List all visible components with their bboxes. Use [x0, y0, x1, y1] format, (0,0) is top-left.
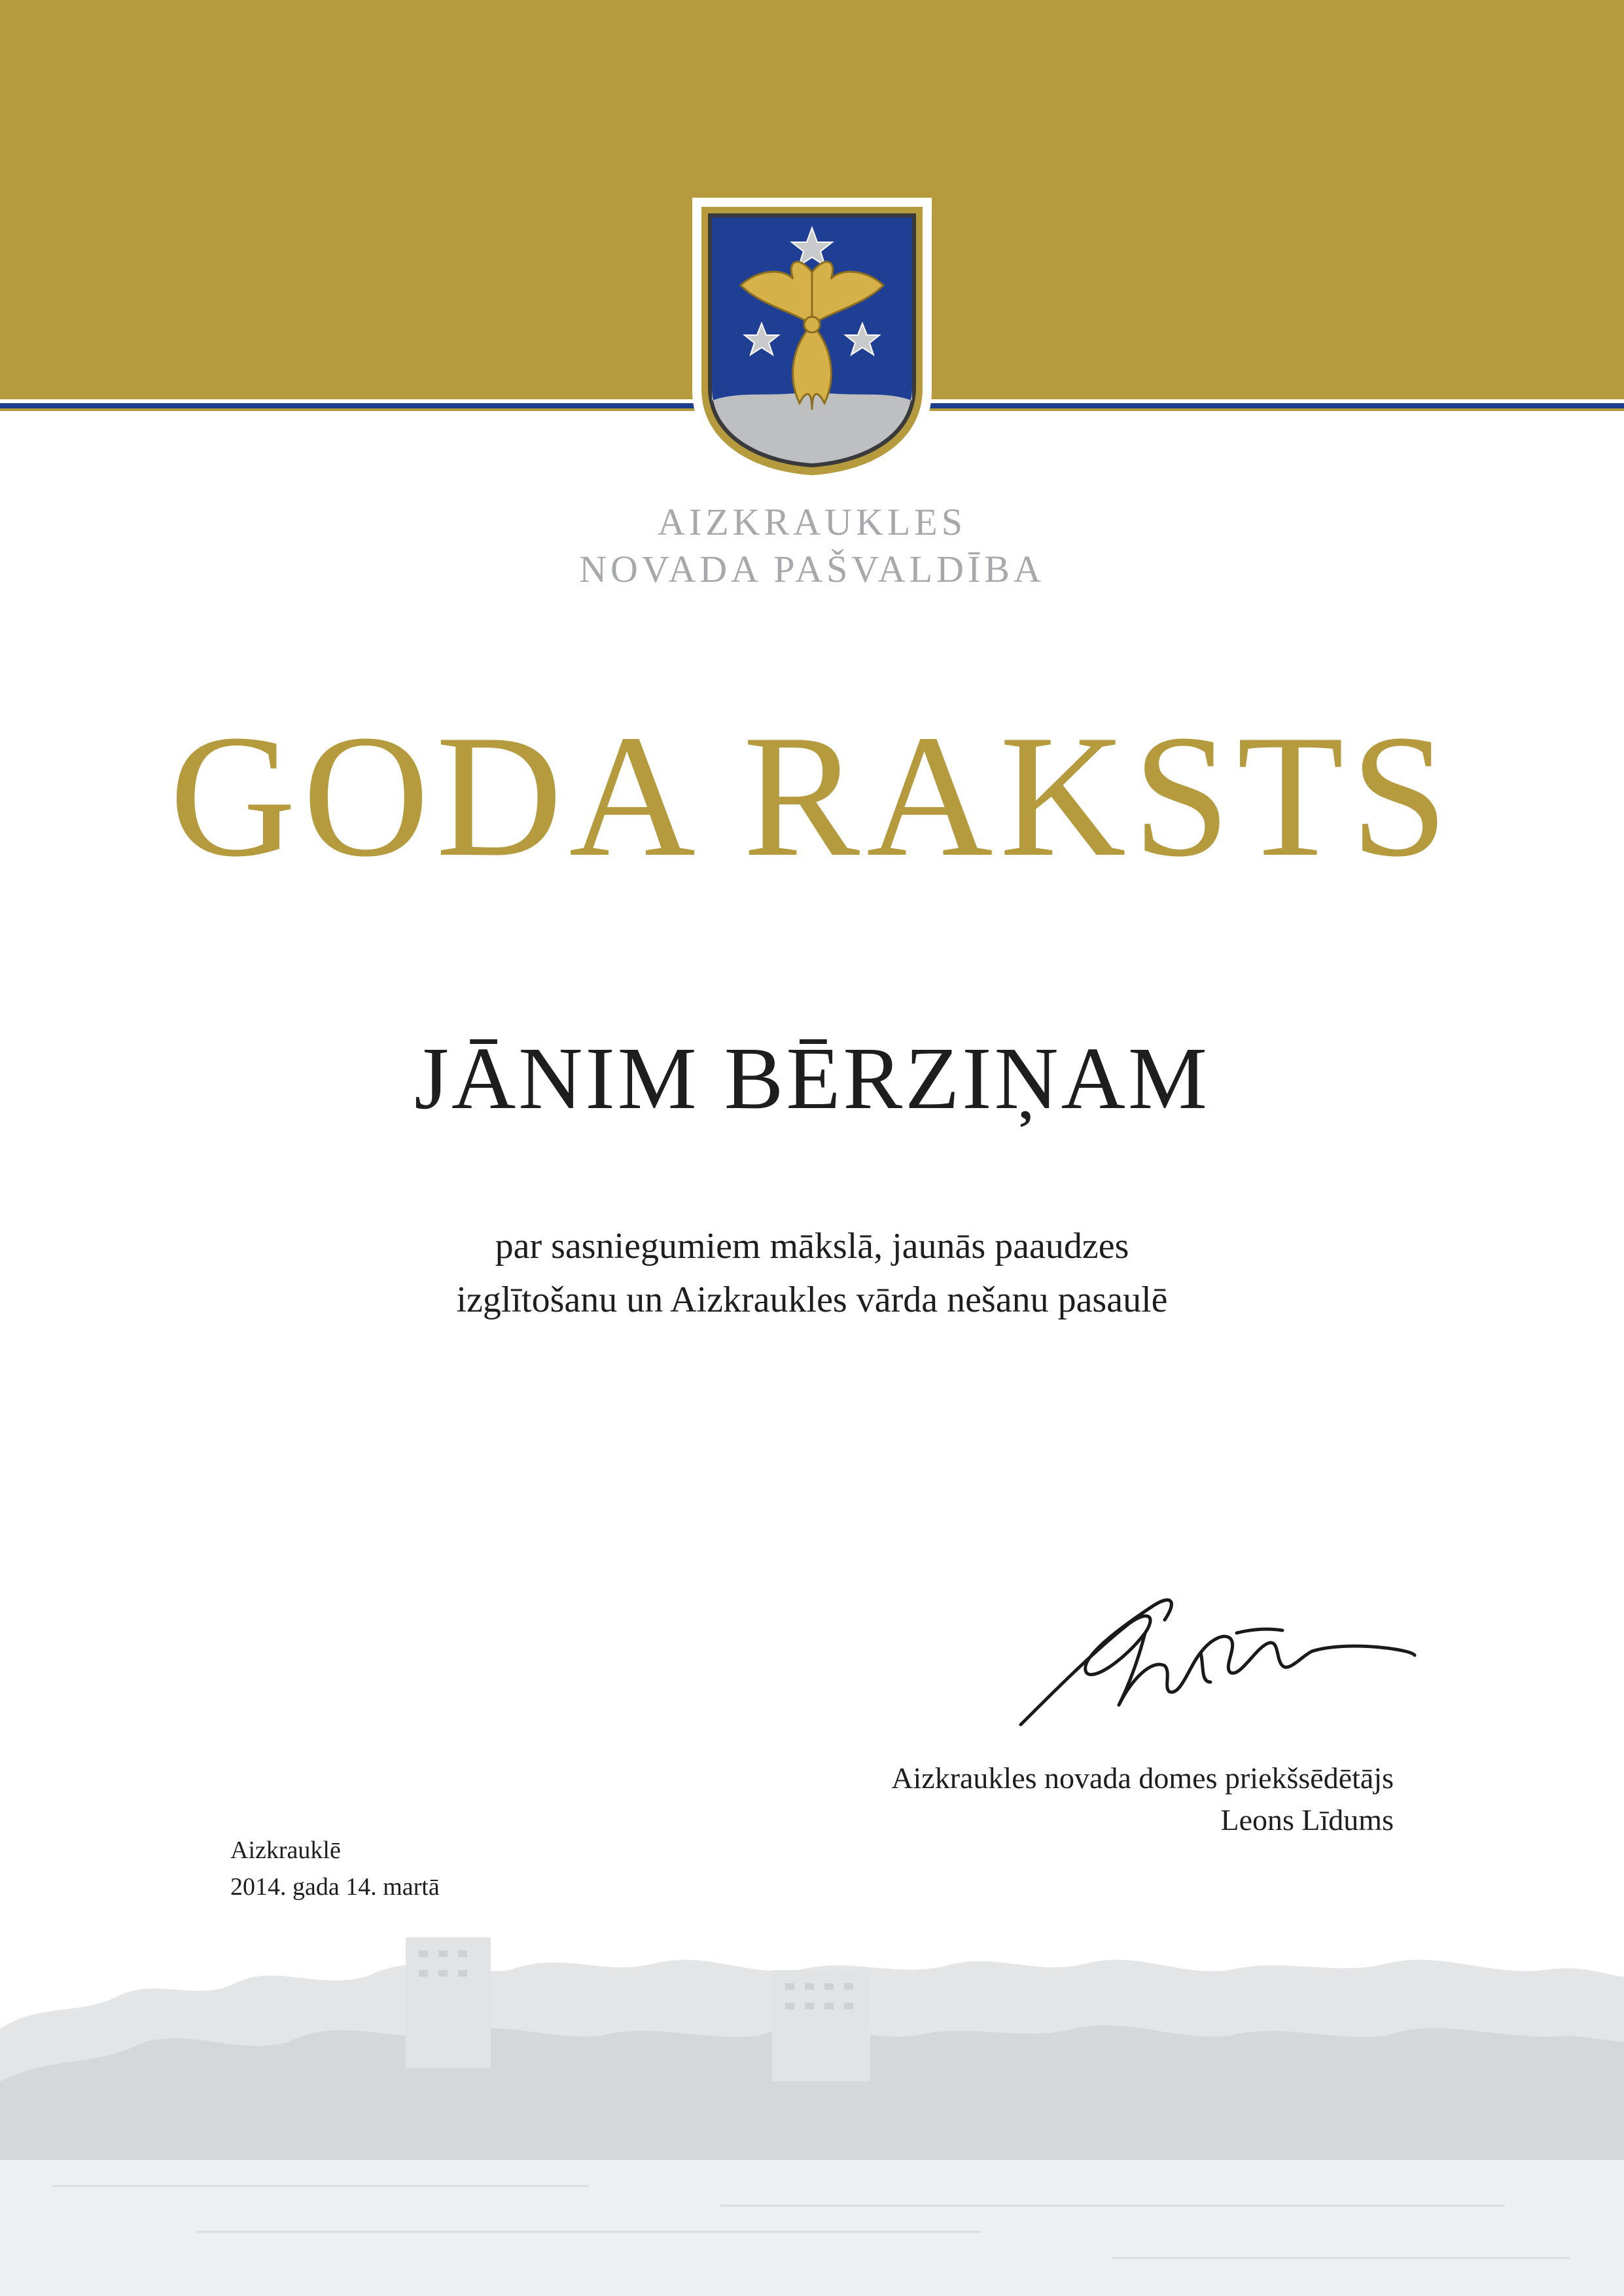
organization-name-line2: NOVADA PAŠVALDĪBA — [579, 548, 1045, 590]
recipient-name: JĀNIM BĒRZIŅAM — [414, 1030, 1210, 1128]
signature-image — [1014, 1568, 1420, 1738]
issue-date: 2014. gada 14. martā — [230, 1873, 440, 1901]
coat-of-arms-icon — [688, 194, 936, 488]
certificate-title: GODA RAKSTS — [169, 698, 1455, 893]
issue-place: Aizkrauklē — [230, 1837, 341, 1864]
organization-name-line1: AIZKRAUKLES — [658, 501, 966, 543]
signatory-name: Leons Līdums — [1220, 1803, 1394, 1837]
award-reason-line2: izglītošanu un Aizkraukles vārda nešanu pasaulē — [456, 1280, 1168, 1320]
award-reason-line1: par sasniegumiem mākslā, jaunās paaudzes — [495, 1226, 1129, 1266]
signatory-position: Aizkraukles novada domes priekšsēdētājs — [891, 1761, 1394, 1795]
